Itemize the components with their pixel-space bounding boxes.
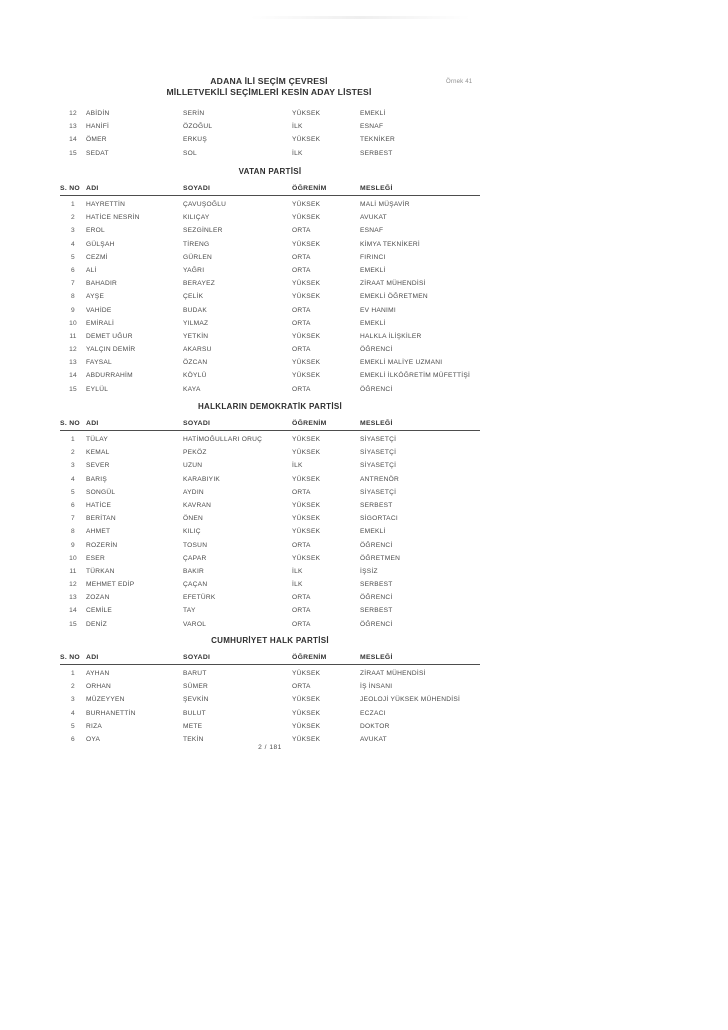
cell-ogrenim: YÜKSEK bbox=[292, 214, 321, 222]
cell-sno: 9 bbox=[71, 541, 75, 549]
cell-adi: VAHİDE bbox=[86, 306, 112, 314]
cell-sno: 11 bbox=[69, 332, 77, 340]
col-header-meslegi: MESLEĞİ bbox=[360, 420, 393, 427]
col-header-soyadi: SOYADI bbox=[183, 654, 211, 661]
cell-meslek: SERBEST bbox=[360, 501, 393, 509]
cell-soyadi: KILIÇ bbox=[183, 528, 201, 536]
col-header-ogrenim: ÖĞRENİM bbox=[292, 185, 327, 192]
cell-sno: 10 bbox=[69, 319, 77, 327]
cell-ogrenim: YÜKSEK bbox=[292, 436, 321, 443]
candidate-row bbox=[60, 107, 480, 120]
cell-sno: 9 bbox=[71, 306, 75, 314]
cell-adi: ALİ bbox=[86, 266, 97, 274]
cell-soyadi: ÖNEN bbox=[183, 515, 204, 523]
candidate-row bbox=[60, 369, 480, 382]
cell-adi: EYLÜL bbox=[86, 385, 109, 393]
cell-meslek: ÖĞRENCİ bbox=[360, 541, 393, 549]
cell-ogrenim: ORTA bbox=[292, 607, 311, 615]
cell-ogrenim: YÜKSEK bbox=[292, 554, 321, 562]
candidate-row bbox=[60, 720, 480, 733]
candidate-row bbox=[60, 238, 480, 251]
party-rows bbox=[60, 667, 480, 746]
party-title: CUMHURİYET HALK PARTİSİ bbox=[211, 636, 329, 645]
cell-sno: 3 bbox=[71, 696, 75, 704]
cell-ogrenim: ORTA bbox=[292, 594, 311, 602]
cell-soyadi: UZUN bbox=[183, 462, 203, 470]
cell-meslek: ANTRENÖR bbox=[360, 475, 399, 483]
cell-soyadi: ÖZCAN bbox=[183, 359, 208, 367]
candidate-row bbox=[60, 120, 480, 133]
cell-soyadi: ÇAPAR bbox=[183, 554, 207, 562]
cell-soyadi: TAY bbox=[183, 607, 196, 615]
cell-meslek: SERBEST bbox=[360, 607, 393, 615]
cell-meslek: ÖĞRENCİ bbox=[360, 594, 393, 602]
form-number-label: Örnek 41 bbox=[446, 79, 473, 85]
candidate-row bbox=[60, 383, 480, 396]
cell-soyadi: SOL bbox=[183, 149, 197, 157]
cell-soyadi: BUDAK bbox=[183, 306, 207, 314]
cell-meslek: SİYASETÇİ bbox=[360, 462, 397, 470]
cell-soyadi: ÇAÇAN bbox=[183, 581, 208, 589]
cell-adi: EROL bbox=[86, 227, 105, 235]
candidate-row bbox=[60, 707, 480, 720]
cell-adi: ROZERİN bbox=[86, 541, 118, 549]
col-header-ogrenim: ÖĞRENİM bbox=[292, 420, 327, 427]
party-section-hdp bbox=[60, 401, 480, 631]
candidate-row bbox=[60, 604, 480, 617]
cell-adi: SEDAT bbox=[86, 149, 109, 157]
cell-meslek: ESNAF bbox=[360, 123, 384, 131]
cell-adi: ÖMER bbox=[86, 136, 107, 144]
party-section-chp bbox=[60, 635, 480, 746]
cell-ogrenim: ORTA bbox=[292, 488, 311, 496]
cell-ogrenim: YÜKSEK bbox=[292, 332, 321, 340]
cell-meslek: SERBEST bbox=[360, 149, 393, 157]
cell-adi: FAYSAL bbox=[86, 359, 112, 367]
cell-meslek: EMEKLİ bbox=[360, 319, 386, 327]
cell-sno: 14 bbox=[69, 372, 77, 380]
party-section-vatan bbox=[60, 166, 480, 396]
cell-meslek: EMEKLİ bbox=[360, 110, 386, 117]
cell-adi: TÜLAY bbox=[86, 436, 109, 443]
cell-soyadi: ÇAVUŞOĞLU bbox=[183, 201, 227, 208]
cell-ogrenim: YÜKSEK bbox=[292, 528, 321, 536]
candidate-row bbox=[60, 565, 480, 578]
cell-sno: 7 bbox=[71, 515, 75, 523]
cell-soyadi: KARABIYIK bbox=[183, 475, 221, 483]
cell-ogrenim: ORTA bbox=[292, 683, 311, 691]
cell-sno: 4 bbox=[71, 709, 75, 717]
col-header-adi: ADI bbox=[86, 185, 99, 192]
cell-ogrenim: YÜKSEK bbox=[292, 515, 321, 523]
cell-ogrenim: ORTA bbox=[292, 541, 311, 549]
cell-meslek: EV HANIMI bbox=[360, 306, 396, 314]
cell-ogrenim: YÜKSEK bbox=[292, 372, 321, 380]
cell-soyadi: YILMAZ bbox=[183, 319, 209, 327]
cell-meslek: ÖĞRENCİ bbox=[360, 385, 393, 393]
cell-ogrenim: ORTA bbox=[292, 306, 311, 314]
cell-soyadi: TOSUN bbox=[183, 541, 208, 549]
table-header bbox=[60, 418, 480, 431]
cell-meslek: ZİRAAT MÜHENDİSİ bbox=[360, 280, 426, 288]
cell-adi: ZOZAN bbox=[86, 594, 110, 602]
cell-adi: ESER bbox=[86, 554, 105, 562]
cell-soyadi: TİRENG bbox=[183, 240, 210, 248]
cell-soyadi: KAYA bbox=[183, 385, 201, 393]
cell-meslek: İŞ İNSANI bbox=[360, 683, 393, 691]
cell-soyadi: ÖZOĞUL bbox=[183, 123, 213, 131]
cell-meslek: EMEKLİ bbox=[360, 528, 386, 536]
cell-adi: BURHANETTİN bbox=[86, 709, 136, 717]
cell-meslek: ESNAF bbox=[360, 227, 384, 235]
cell-sno: 4 bbox=[71, 475, 75, 483]
candidate-row bbox=[60, 539, 480, 552]
cell-sno: 5 bbox=[71, 722, 75, 730]
cell-adi: HAYRETTİN bbox=[86, 201, 126, 208]
col-header-sno: S. NO bbox=[60, 420, 81, 427]
col-header-soyadi: SOYADI bbox=[183, 420, 211, 427]
cell-sno: 10 bbox=[69, 554, 77, 562]
cell-adi: BAHADIR bbox=[86, 280, 118, 288]
candidate-row bbox=[60, 317, 480, 330]
cell-adi: AYŞE bbox=[86, 293, 105, 301]
candidate-row bbox=[60, 459, 480, 472]
cell-soyadi: HATİMOĞULLARI ORUÇ bbox=[183, 436, 263, 443]
cell-adi: OYA bbox=[86, 735, 101, 743]
cell-meslek: SİYASETÇİ bbox=[360, 488, 397, 496]
cell-sno: 12 bbox=[69, 581, 77, 589]
cell-meslek: İŞSİZ bbox=[360, 567, 378, 575]
cell-sno: 5 bbox=[71, 488, 75, 496]
cell-ogrenim: YÜKSEK bbox=[292, 449, 321, 457]
cell-ogrenim: İLK bbox=[292, 123, 303, 131]
cell-soyadi: YAĞRI bbox=[183, 266, 205, 274]
document-title-line1: ADANA İLİ SEÇİM ÇEVRESİ bbox=[210, 76, 328, 86]
candidate-row bbox=[60, 290, 480, 303]
candidate-row bbox=[60, 330, 480, 343]
cell-soyadi: BERAYEZ bbox=[183, 280, 216, 288]
col-header-sno: S. NO bbox=[60, 185, 81, 192]
cell-meslek: DOKTOR bbox=[360, 722, 390, 730]
cell-soyadi: TEKİN bbox=[183, 735, 204, 743]
cell-soyadi: KILIÇAY bbox=[183, 214, 210, 222]
candidate-row bbox=[60, 133, 480, 146]
cell-meslek: TEKNİKER bbox=[360, 136, 395, 144]
party-rows bbox=[60, 198, 480, 396]
candidate-row bbox=[60, 211, 480, 224]
cell-soyadi: VAROL bbox=[183, 620, 207, 628]
cell-sno: 7 bbox=[71, 280, 75, 288]
cell-sno: 13 bbox=[69, 123, 77, 131]
cell-sno: 2 bbox=[71, 683, 75, 691]
candidate-row bbox=[60, 486, 480, 499]
cell-ogrenim: ORTA bbox=[292, 319, 311, 327]
cell-sno: 6 bbox=[71, 501, 75, 509]
cell-ogrenim: İLK bbox=[292, 149, 303, 157]
col-header-meslegi: MESLEĞİ bbox=[360, 654, 393, 661]
cell-sno: 3 bbox=[71, 462, 75, 470]
candidate-row bbox=[60, 304, 480, 317]
cell-soyadi: PEKÖZ bbox=[183, 449, 207, 457]
cell-ogrenim: YÜKSEK bbox=[292, 240, 321, 248]
cell-sno: 2 bbox=[71, 214, 75, 222]
cell-sno: 6 bbox=[71, 735, 75, 743]
candidate-row bbox=[60, 343, 480, 356]
cell-meslek: JEOLOJİ YÜKSEK MÜHENDİSİ bbox=[360, 696, 461, 704]
cell-meslek: HALKLA İLİŞKİLER bbox=[360, 332, 422, 340]
col-header-sno: S. NO bbox=[60, 654, 81, 661]
party-rows bbox=[60, 433, 480, 631]
candidate-row bbox=[60, 499, 480, 512]
cell-ogrenim: YÜKSEK bbox=[292, 670, 321, 677]
cell-sno: 3 bbox=[71, 227, 75, 235]
cell-sno: 12 bbox=[69, 110, 77, 117]
candidate-row bbox=[60, 512, 480, 525]
cell-meslek: ÖĞRETMEN bbox=[360, 554, 401, 562]
candidate-row bbox=[60, 667, 480, 680]
candidate-row bbox=[60, 198, 480, 211]
cell-sno: 13 bbox=[69, 594, 77, 602]
cell-soyadi: SERİN bbox=[183, 110, 205, 117]
cell-meslek: ÖĞRENCİ bbox=[360, 346, 393, 354]
document-title-line2: MİLLETVEKİLİ SEÇİMLERİ KESİN ADAY LİSTESİ bbox=[166, 87, 372, 97]
col-header-ogrenim: ÖĞRENİM bbox=[292, 654, 327, 661]
cell-meslek: EMEKLİ MALİYE UZMANI bbox=[360, 359, 443, 367]
cell-adi: KEMAL bbox=[86, 449, 110, 457]
candidate-row bbox=[60, 224, 480, 237]
cell-sno: 13 bbox=[69, 359, 77, 367]
cell-sno: 15 bbox=[69, 620, 77, 628]
cell-adi: SONGÜL bbox=[86, 488, 116, 496]
cell-adi: HATİCE NESRİN bbox=[86, 214, 140, 222]
cell-meslek: EMEKLİ bbox=[360, 266, 386, 274]
cell-adi: GÜLŞAH bbox=[86, 240, 115, 248]
cell-adi: AYHAN bbox=[86, 670, 110, 677]
cell-soyadi: YETKİN bbox=[183, 332, 209, 340]
cell-adi: AHMET bbox=[86, 528, 111, 536]
candidate-row bbox=[60, 264, 480, 277]
cell-soyadi: BAKIR bbox=[183, 567, 205, 575]
cell-adi: RIZA bbox=[86, 722, 103, 730]
col-header-adi: ADI bbox=[86, 420, 99, 427]
cell-ogrenim: İLK bbox=[292, 567, 303, 575]
cell-sno: 11 bbox=[69, 567, 77, 575]
cell-sno: 4 bbox=[71, 240, 75, 248]
cell-sno: 15 bbox=[69, 385, 77, 393]
candidate-row bbox=[60, 251, 480, 264]
candidate-row bbox=[60, 578, 480, 591]
cell-meslek: SİYASETÇİ bbox=[360, 449, 397, 457]
cell-meslek: ZİRAAT MÜHENDİSİ bbox=[360, 670, 426, 677]
cell-ogrenim: ORTA bbox=[292, 385, 311, 393]
cell-meslek: EMEKLİ İLKÖĞRETİM MÜFETTİŞİ bbox=[360, 372, 471, 380]
cell-ogrenim: ORTA bbox=[292, 620, 311, 628]
cell-sno: 14 bbox=[69, 136, 77, 144]
cell-meslek: SERBEST bbox=[360, 581, 393, 589]
document-title bbox=[60, 76, 478, 98]
candidate-row bbox=[60, 446, 480, 459]
cell-meslek: ÖĞRENCİ bbox=[360, 620, 393, 628]
cell-meslek: MALİ MÜŞAVİR bbox=[360, 201, 410, 208]
cell-ogrenim: ORTA bbox=[292, 346, 311, 354]
cell-soyadi: METE bbox=[183, 722, 203, 730]
cell-adi: BARIŞ bbox=[86, 475, 108, 483]
cell-sno: 1 bbox=[71, 201, 75, 208]
cell-ogrenim: YÜKSEK bbox=[292, 709, 321, 717]
continuation-table bbox=[60, 107, 480, 160]
candidate-row bbox=[60, 473, 480, 486]
scan-artifact bbox=[250, 16, 470, 19]
cell-ogrenim: YÜKSEK bbox=[292, 136, 321, 144]
cell-meslek: EMEKLİ ÖĞRETMEN bbox=[360, 293, 428, 301]
cell-meslek: FIRINCI bbox=[360, 253, 386, 261]
candidate-row bbox=[60, 591, 480, 604]
cell-soyadi: GÜRLEN bbox=[183, 253, 212, 261]
cell-adi: MEHMET EDİP bbox=[86, 581, 135, 589]
cell-adi: EMİRALİ bbox=[86, 319, 115, 327]
cell-soyadi: KÖYLÜ bbox=[183, 372, 207, 380]
candidate-row bbox=[60, 147, 480, 160]
cell-adi: MÜZEYYEN bbox=[86, 696, 125, 704]
cell-sno: 6 bbox=[71, 266, 75, 274]
cell-soyadi: BULUT bbox=[183, 709, 206, 717]
cell-ogrenim: YÜKSEK bbox=[292, 735, 321, 743]
cell-adi: YALÇIN DEMİR bbox=[86, 346, 136, 354]
cell-sno: 15 bbox=[69, 149, 77, 157]
cell-sno: 8 bbox=[71, 528, 75, 536]
cell-adi: SEVER bbox=[86, 462, 110, 470]
cell-adi: DENİZ bbox=[86, 620, 108, 628]
cell-adi: HATİCE bbox=[86, 501, 112, 509]
cell-ogrenim: İLK bbox=[292, 462, 303, 470]
cell-meslek: AVUKAT bbox=[360, 735, 387, 743]
cell-sno: 8 bbox=[71, 293, 75, 301]
cell-meslek: SİYASETÇİ bbox=[360, 436, 397, 443]
cell-ogrenim: YÜKSEK bbox=[292, 293, 321, 301]
candidate-row bbox=[60, 277, 480, 290]
cell-adi: CEMİLE bbox=[86, 607, 113, 615]
cell-adi: HANİFİ bbox=[86, 123, 110, 131]
cell-meslek: SİGORTACI bbox=[360, 515, 398, 523]
candidate-row bbox=[60, 433, 480, 446]
cell-adi: TÜRKAN bbox=[86, 567, 115, 575]
cell-ogrenim: ORTA bbox=[292, 266, 311, 274]
candidate-row bbox=[60, 552, 480, 565]
party-title: VATAN PARTİSİ bbox=[238, 167, 302, 176]
cell-soyadi: ŞEVKİN bbox=[183, 696, 209, 704]
cell-adi: ABİDİN bbox=[86, 110, 110, 117]
page-number: 2 / 181 bbox=[258, 744, 282, 751]
cell-ogrenim: YÜKSEK bbox=[292, 359, 321, 367]
cell-ogrenim: YÜKSEK bbox=[292, 475, 321, 483]
cell-soyadi: ERKUŞ bbox=[183, 136, 207, 144]
cell-ogrenim: ORTA bbox=[292, 227, 311, 235]
cell-ogrenim: YÜKSEK bbox=[292, 201, 321, 208]
cell-ogrenim: YÜKSEK bbox=[292, 722, 321, 730]
cell-ogrenim: YÜKSEK bbox=[292, 280, 321, 288]
table-header bbox=[60, 652, 480, 665]
cell-soyadi: EFETÜRK bbox=[183, 594, 216, 602]
cell-ogrenim: ORTA bbox=[292, 253, 311, 261]
cell-meslek: ECZACI bbox=[360, 709, 386, 717]
cell-soyadi: AKARSU bbox=[183, 346, 212, 354]
candidate-row bbox=[60, 680, 480, 693]
cell-sno: 5 bbox=[71, 253, 75, 261]
cell-adi: CEZMİ bbox=[86, 253, 108, 261]
cell-sno: 14 bbox=[69, 607, 77, 615]
cell-ogrenim: YÜKSEK bbox=[292, 696, 321, 704]
candidate-row bbox=[60, 618, 480, 631]
cell-adi: ABDURRAHİM bbox=[86, 372, 133, 380]
cell-ogrenim: YÜKSEK bbox=[292, 501, 321, 509]
cell-adi: DEMET UĞUR bbox=[86, 332, 133, 340]
party-title: HALKLARIN DEMOKRATİK PARTİSİ bbox=[197, 402, 343, 411]
cell-soyadi: AYDIN bbox=[183, 488, 204, 496]
cell-meslek: AVUKAT bbox=[360, 214, 387, 222]
col-header-meslegi: MESLEĞİ bbox=[360, 185, 393, 192]
cell-soyadi: SÜMER bbox=[183, 683, 209, 691]
cell-sno: 1 bbox=[71, 670, 75, 677]
cell-ogrenim: YÜKSEK bbox=[292, 110, 321, 117]
cell-sno: 1 bbox=[71, 436, 75, 443]
cell-soyadi: BARUT bbox=[183, 670, 207, 677]
candidate-row bbox=[60, 525, 480, 538]
candidate-row bbox=[60, 693, 480, 706]
col-header-soyadi: SOYADI bbox=[183, 185, 211, 192]
cell-sno: 12 bbox=[69, 346, 77, 354]
cell-adi: ORHAN bbox=[86, 683, 112, 691]
cell-sno: 2 bbox=[71, 449, 75, 457]
candidate-row bbox=[60, 356, 480, 369]
table-header bbox=[60, 183, 480, 196]
cell-meslek: KİMYA TEKNİKERİ bbox=[360, 240, 420, 248]
cell-soyadi: SEZGİNLER bbox=[183, 227, 223, 235]
cell-ogrenim: İLK bbox=[292, 581, 303, 589]
cell-soyadi: KAVRAN bbox=[183, 501, 212, 509]
cell-adi: BERİTAN bbox=[86, 515, 116, 523]
col-header-adi: ADI bbox=[86, 654, 99, 661]
cell-soyadi: ÇELİK bbox=[183, 293, 204, 301]
